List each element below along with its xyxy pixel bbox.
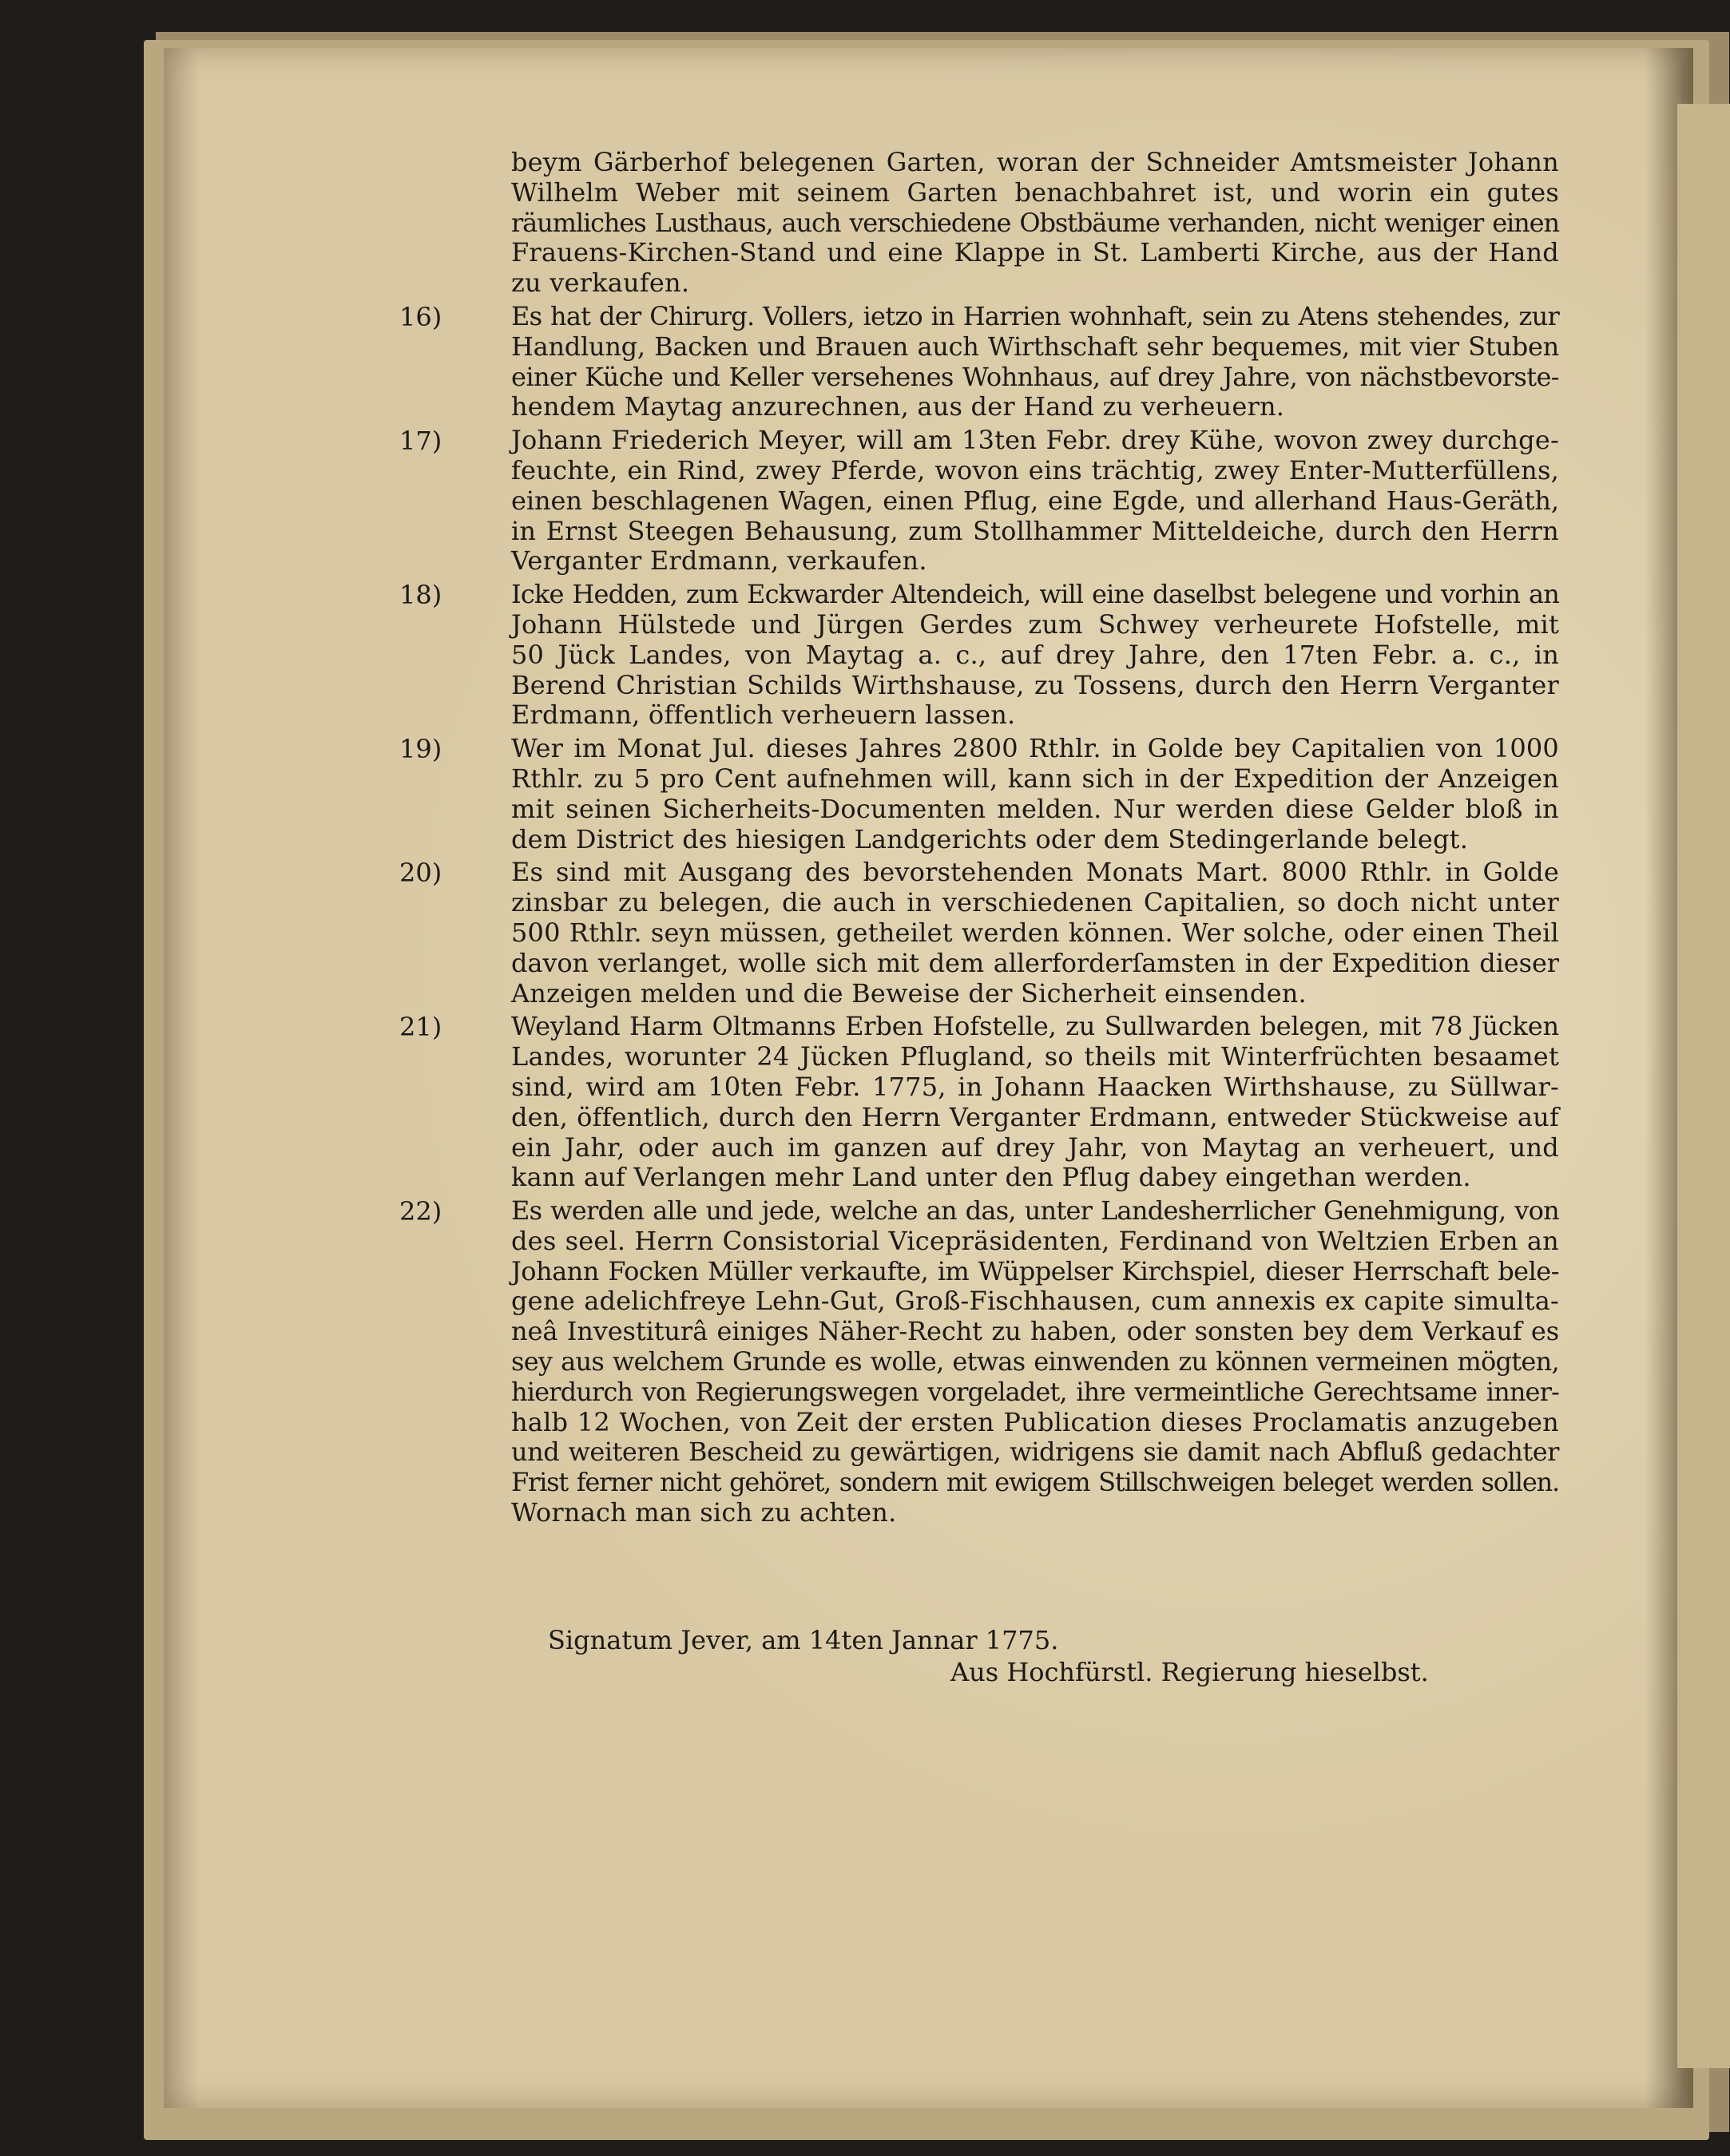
text-line: Johann Focken Müller verkaufte, im Wüppelser Kirchspiel, dieser Herrschaft bele- <box>511 1255 1559 1286</box>
text-line: kann auf Verlangen mehr Land unter den Pflug dabey eingethan werden. <box>511 1162 1471 1193</box>
text-line: Rthlr. zu 5 pro Cent aufnehmen will, kann sich in der Expedition der Anzeigen <box>511 763 1559 794</box>
text-line: Frist ferner nicht gehöret, sondern mit ewigem Stillschweigen beleget werden sollen. <box>511 1467 1559 1498</box>
text-line: zu verkaufen. <box>511 268 690 299</box>
text-line: gene adelichfreye Lehn-Gut, Groß-Fischhausen, cum annexis ex capite simulta- <box>511 1286 1559 1317</box>
text-line: 500 Rthlr. seyn müssen, getheilet werden können. Wer solche, oder einen Theil <box>511 917 1559 948</box>
entry-lines <box>511 734 1559 854</box>
text-line: mit seinen Sicherheits-Documenten melden. Nur werden diese Gelder bloß in <box>511 793 1559 824</box>
text-line: Frauens-Kirchen-Stand und eine Klappe in St. Lamberti Kirche, aus der Hand <box>511 237 1559 268</box>
text-line: Wer im Monat Jul. dieses Jahres 2800 Rthlr. in Golde bey Capitalien von 1000 <box>511 733 1559 764</box>
text-line: und weiteren Bescheid zu gewärtigen, widrigens sie damit nach Abfluß gedachter <box>511 1437 1559 1468</box>
text-line: einen beschlagenen Wagen, einen Pflug, eine Egde, und allerhand Haus-Geräth, <box>511 485 1559 516</box>
intro-paragraph <box>511 148 1559 299</box>
entry-lines <box>511 302 1559 422</box>
text-line: Es werden alle und jede, welche an das, unter Landesherrlicher Genehmigung, von <box>511 1195 1559 1227</box>
notice-entry <box>399 425 1559 577</box>
notice-entry <box>399 733 1559 854</box>
entry-lines <box>511 1012 1559 1193</box>
intro-lines <box>511 148 1559 299</box>
text-line: Es hat der Chirurg. Vollers, ietzo in Harrien wohnhaft, sein zu Atens stehendes, zur <box>511 300 1559 331</box>
text-line: Erdmann, öffentlich verheuern lassen. <box>511 700 1016 731</box>
page-text <box>399 147 1559 1532</box>
entry-number: 22) <box>399 1196 442 1227</box>
text-line: sey aus welchem Grunde es wolle, etwas einwenden zu können vermeinen mögten, <box>511 1346 1559 1377</box>
text-line: Es sind mit Ausgang des bevorstehenden Monats Mart. 8000 Rthlr. in Golde <box>511 857 1559 888</box>
text-line: Icke Hedden, zum Eckwarder Altendeich, will eine daselbst belegene und vorhin an <box>511 579 1559 610</box>
notice-entry <box>399 579 1559 731</box>
entry-number: 19) <box>399 734 442 765</box>
entry-number: 18) <box>399 580 442 611</box>
text-line: Wilhelm Weber mit seinem Garten benachbahret ist, und worin ein gutes <box>511 176 1559 208</box>
entry-lines <box>511 580 1559 731</box>
text-line: Wornach man sich zu achten. <box>511 1497 897 1528</box>
entry-lines <box>511 426 1559 577</box>
signature-authority: Aus Hochfürstl. Regierung hieselbst. <box>950 1657 1429 1687</box>
notice-entry <box>399 300 1559 422</box>
next-page-edge <box>1677 104 1730 2068</box>
text-line: den, öffentlich, durch den Herrn Verganter Erdmann, entweder Stückweise auf <box>511 1101 1559 1132</box>
text-line: des seel. Herrn Consistorial Vicepräsidenten, Ferdinand von Weltzien Erben an <box>511 1225 1559 1256</box>
text-line: neâ Investiturâ einiges Näher-Recht zu haben, oder sonsten bey dem Verkauf es <box>511 1316 1559 1347</box>
text-line: dem District des hiesigen Landgerichts oder dem Stedingerlande belegt. <box>511 823 1469 854</box>
text-line: Verganter Erdmann, verkaufen. <box>511 545 927 577</box>
text-line: Landes, worunter 24 Jücken Pflugland, so theils mit Winterfrüchten besaamet <box>511 1041 1559 1072</box>
text-line: sind, wird am 10ten Febr. 1775, in Johann Haacken Wirthshause, zu Süllwar- <box>511 1071 1559 1102</box>
text-line: hierdurch von Regierungswegen vorgeladet, ihre vermeintliche Gerechtsame inner- <box>511 1376 1559 1407</box>
text-line: Berend Christian Schilds Wirthshause, zu Tossens, durch den Herrn Verganter <box>511 669 1559 700</box>
entry-lines <box>511 1196 1559 1528</box>
entry-number: 17) <box>399 426 442 457</box>
text-line: ein Jahr, oder auch im ganzen auf drey Jahr, von Maytag an verheuert, und <box>511 1132 1559 1163</box>
text-line: feuchte, ein Rind, zwey Pferde, wovon eins trächtig, zwey Enter-Mutterfüllens, <box>511 454 1559 485</box>
text-line: halb 12 Wochen, von Zeit der ersten Publication dieses Proclamatis anzugeben <box>511 1406 1559 1437</box>
entry-number: 20) <box>399 858 442 889</box>
text-line: räumliches Lusthaus, auch verschiedene Obstbäume verhanden, nicht weniger einen <box>511 207 1559 238</box>
text-line: einer Küche und Keller versehenes Wohnhaus, auf drey Jahre, von nächstbevorste- <box>511 361 1559 392</box>
notice-list <box>399 300 1559 1528</box>
text-line: hendem Maytag anzurechnen, aus der Hand zu verheuern. <box>511 391 1285 422</box>
notice-entry <box>399 1011 1559 1193</box>
text-line: Johann Hülstede und Jürgen Gerdes zum Schwey verheurete Hofstelle, mit <box>511 608 1559 640</box>
text-line: Johann Friederich Meyer, will am 13ten Febr. drey Kühe, wovon zwey durchge- <box>511 425 1559 456</box>
text-line: in Ernst Steegen Behausung, zum Stollhammer Mitteldeiche, durch den Herrn <box>511 515 1559 546</box>
text-line: davon verlanget, wolle sich mit dem allerforderſamsten in der Expedition dieser <box>511 947 1559 978</box>
notice-entry <box>399 857 1559 1009</box>
entry-number: 21) <box>399 1012 442 1043</box>
entry-lines <box>511 858 1559 1009</box>
text-line: 50 Jück Landes, von Maytag a. c., auf drey Jahre, den 17ten Febr. a. c., in <box>511 639 1559 670</box>
text-line: Handlung, Backen und Brauen auch Wirthschaft sehr bequemes, mit vier Stuben <box>511 331 1559 362</box>
notice-entry <box>399 1195 1559 1528</box>
text-line: beym Gärberhof belegenen Garten, woran der Schneider Amtsmeister Johann <box>511 147 1559 177</box>
text-line: Anzeigen melden und die Beweise der Sicherheit einsenden. <box>511 977 1307 1009</box>
signature-place-date: Signatum Jever, am 14ten Jannar 1775. <box>548 1625 1059 1655</box>
entry-number: 16) <box>399 301 442 332</box>
text-line: Weyland Harm Oltmanns Erben Hofstelle, zu Sullwarden belegen, mit 78 Jücken <box>511 1011 1559 1042</box>
text-line: zinsbar zu belegen, die auch in verschiedenen Capitalien, so doch nicht unter <box>511 887 1559 918</box>
